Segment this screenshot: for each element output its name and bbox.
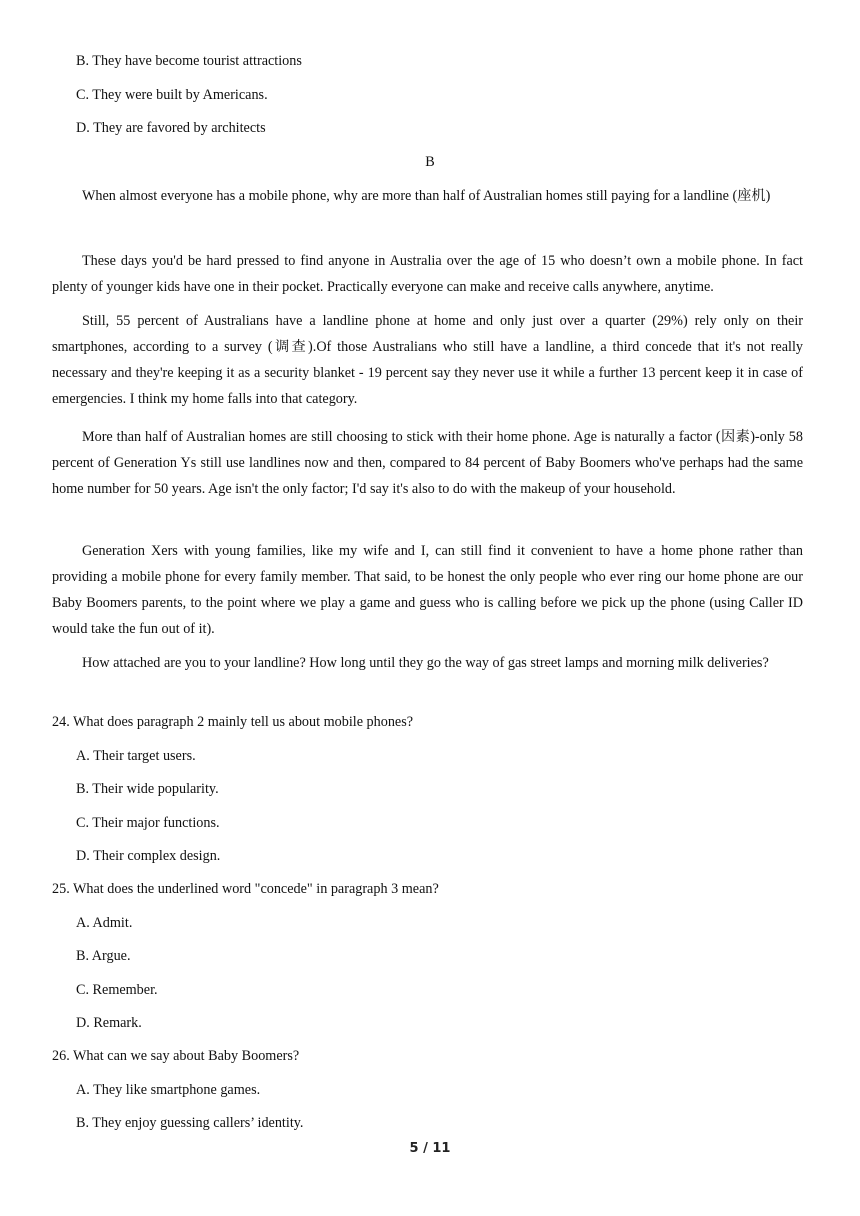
question-25-option-a: A. Admit. xyxy=(76,915,133,931)
question-25-option-b: B. Argue. xyxy=(76,948,131,964)
question-24-option-b: B. Their wide popularity. xyxy=(76,781,219,797)
passage-paragraph-1: These days you'd be hard pressed to find anyone in Australia over the age of 15 who doesn’t own a mobile phone. In fact plenty of younger kids have one in their pocket. Practically everyone can make and receive calls anywhere, anytime. xyxy=(52,253,803,295)
question-25-option-c: C. Remember. xyxy=(76,982,158,998)
question-24-option-a: A. Their target users. xyxy=(76,748,196,764)
prev-option-b: B. They have become tourist attractions xyxy=(76,53,302,69)
question-26-option-b: B. They enjoy guessing callers’ identity. xyxy=(76,1115,304,1131)
prev-option-d: D. They are favored by architects xyxy=(76,120,266,136)
page-number: 5 / 11 xyxy=(409,1141,451,1156)
question-26-stem: 26. What can we say about Baby Boomers? xyxy=(52,1048,300,1064)
question-24-option-c: C. Their major functions. xyxy=(76,815,220,831)
passage-paragraph-4: Generation Xers with young families, like my wife and I, can still find it convenient to have a home phone rather than providing a mobile phone for every family member. That said, to be honest the only people who ever ring our home phone are our Baby Boomers parents, to the point where we play a game and guess who is calling before we pick up the phone (using Caller ID would take the fun out of it). xyxy=(52,543,803,637)
question-24-stem: 24. What does paragraph 2 mainly tell us about mobile phones? xyxy=(52,714,414,730)
passage-paragraph-2: Still, 55 percent of Australians have a landline phone at home and only just over a quarter (29%) rely only on their smartphones, according to a survey (调查).Of those Australians who still have a landline, a third concede that it's not really necessary and they're keeping it as a security blanket - 19 percent say they never use it while a further 13 percent keep it in case of emergencies. I think my home falls into that category. xyxy=(52,313,803,407)
passage-paragraph-5: How attached are you to your landline? How long until they go the way of gas street lamps and morning milk deliveries? xyxy=(82,655,769,671)
question-25-option-d: D. Remark. xyxy=(76,1015,142,1031)
prev-option-c: C. They were built by Americans. xyxy=(76,87,268,103)
passage-paragraph-title: When almost everyone has a mobile phone, why are more than half of Australian homes still paying for a landline (座机) xyxy=(82,188,771,204)
question-25-stem: 25. What does the underlined word "concede" in paragraph 3 mean? xyxy=(52,881,439,897)
section-label: B xyxy=(425,154,435,170)
question-24-option-d: D. Their complex design. xyxy=(76,848,221,864)
passage-paragraph-3: More than half of Australian homes are still choosing to stick with their home phone. Age is naturally a factor (因素)-only 58 percent of Generation Ys still use landlines now and then, compared to 84 percent of Baby Boomers who've perhaps had the same home number for 50 years. Age isn't the only factor; I'd say it's also to do with the makeup of your household. xyxy=(52,429,803,497)
question-26-option-a: A. They like smartphone games. xyxy=(76,1082,261,1098)
